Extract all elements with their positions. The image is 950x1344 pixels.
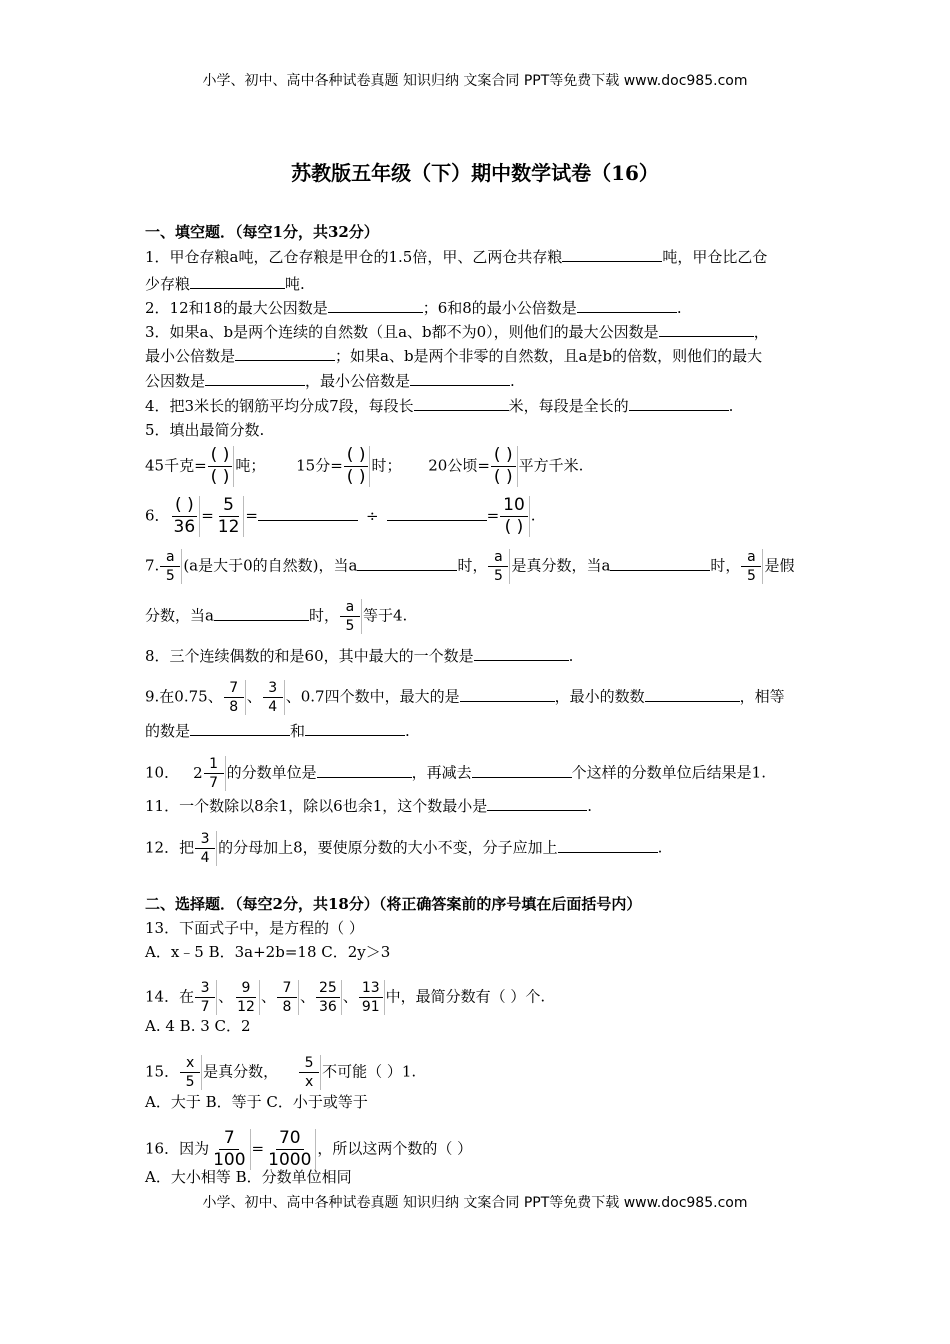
answer-blank[interactable] bbox=[190, 720, 290, 736]
question-text: 、 bbox=[260, 987, 276, 1006]
fraction-numerator: ( ) bbox=[208, 446, 233, 467]
fraction-7-100 bbox=[210, 1129, 250, 1170]
fraction-numerator: 25 bbox=[316, 980, 340, 998]
fraction-numerator: x bbox=[180, 1055, 200, 1073]
question-text: ÷ bbox=[365, 506, 379, 525]
question-text: ，最小公倍数是 bbox=[305, 372, 411, 390]
fraction-numerator: 5 bbox=[219, 496, 239, 517]
question-11 bbox=[145, 795, 592, 816]
fraction-denominator: ( ) bbox=[346, 467, 366, 487]
fraction-numerator: ( ) bbox=[172, 496, 197, 517]
page-footer: 小学、初中、高中各种试卷真题 知识归纳 文案合同 PPT等免费下载 www.doc985.com bbox=[202, 1195, 748, 1211]
fraction-numerator: 7 bbox=[224, 680, 244, 698]
question-text: . bbox=[676, 299, 682, 317]
fraction-denominator: 12 bbox=[217, 517, 240, 537]
question-text: . bbox=[587, 797, 593, 815]
fraction-70-1000 bbox=[265, 1129, 316, 1170]
question-text: 、 bbox=[246, 687, 262, 706]
question-text: . bbox=[728, 397, 734, 415]
question-16 bbox=[145, 1129, 472, 1170]
question-9-line-2 bbox=[145, 720, 410, 741]
question-4 bbox=[145, 395, 733, 416]
fraction-numerator: 3 bbox=[195, 980, 215, 998]
question-text: 时， bbox=[308, 606, 339, 625]
question-text: ，最小的数数 bbox=[554, 687, 645, 706]
fraction-numerator: 7 bbox=[219, 1129, 239, 1150]
question-text: . bbox=[568, 647, 574, 665]
question-5-conversions bbox=[145, 446, 583, 487]
fraction-numerator: a bbox=[741, 549, 761, 567]
fraction-numerator: 10 bbox=[500, 496, 528, 517]
fraction-25-36 bbox=[316, 980, 342, 1015]
question-text: ，所以这两个数的（ ） bbox=[317, 1139, 473, 1158]
fraction-numerator: 13 bbox=[359, 980, 383, 998]
fraction-denominator: 5 bbox=[185, 1074, 195, 1090]
question-text: 8．三个连续偶数的和是60，其中最大的一个数是 bbox=[145, 647, 474, 665]
question-text: . bbox=[530, 506, 536, 525]
fraction-9-12 bbox=[234, 980, 260, 1015]
fraction-7-8 bbox=[224, 680, 246, 715]
question-3-line-3 bbox=[145, 370, 515, 391]
fraction-denominator: 36 bbox=[318, 999, 337, 1015]
question-text: . bbox=[657, 838, 663, 857]
question-text: 少存粮 bbox=[145, 275, 191, 293]
question-text: ；6和8的最小公倍数是 bbox=[422, 299, 577, 317]
fraction-denominator: ( ) bbox=[493, 467, 513, 487]
answer-blank[interactable] bbox=[258, 505, 358, 521]
answer-blank[interactable] bbox=[472, 762, 572, 778]
question-text: ， bbox=[753, 323, 769, 341]
question-text: 平方千米. bbox=[518, 456, 584, 475]
fraction-x-5 bbox=[180, 1055, 202, 1090]
fraction-denominator: 4 bbox=[268, 699, 278, 715]
fraction-numerator: 1 bbox=[204, 756, 224, 774]
fraction-denominator: 36 bbox=[173, 517, 196, 537]
fraction-denominator: 8 bbox=[229, 699, 239, 715]
fraction-denominator: 1000 bbox=[268, 1150, 312, 1170]
question-text: 10． bbox=[145, 763, 180, 782]
question-10 bbox=[145, 756, 766, 791]
question-text: 的分数单位是 bbox=[226, 763, 317, 782]
question-text: 2 bbox=[193, 763, 203, 782]
question-text: 1．甲仓存粮a吨，乙仓存粮是甲仓的1.5倍，甲、乙两仓共存粮 bbox=[145, 248, 563, 266]
question-text: 是真分数，当a bbox=[511, 556, 611, 575]
answer-blank[interactable] bbox=[460, 686, 555, 702]
question-text: = bbox=[486, 506, 500, 525]
question-text: 4．把3米长的钢筋平均分成7段，每段长 bbox=[145, 397, 414, 415]
question-text: 3．如果a、b是两个连续的自然数（且a、b都不为0），则他们的最大公因数是 bbox=[145, 323, 659, 341]
fraction-denominator: 8 bbox=[282, 999, 292, 1015]
answer-blank[interactable] bbox=[414, 395, 509, 411]
question-1-line-2 bbox=[145, 273, 305, 294]
question-text: 、 bbox=[342, 987, 358, 1006]
question-text: 11．一个数除以8余1，除以6也余1，这个数最小是 bbox=[145, 797, 488, 815]
question-text: ，相等 bbox=[739, 687, 785, 706]
question-text: 时， bbox=[457, 556, 488, 575]
question-text: ，再减去 bbox=[411, 763, 472, 782]
fraction-blank bbox=[344, 446, 371, 487]
question-text: = bbox=[201, 506, 214, 525]
question-13: 13．下面式子中，是方程的（ ） bbox=[145, 919, 364, 937]
fraction-denominator: 5 bbox=[494, 568, 503, 584]
fraction-denominator: 12 bbox=[237, 999, 255, 1015]
question-text: 中，最简分数有（ ）个. bbox=[385, 987, 546, 1006]
answer-blank[interactable] bbox=[305, 720, 405, 736]
question-14-options: A. 4 B. 3 C．2 bbox=[145, 1017, 251, 1035]
section-fill-blank-heading: 一、填空题．（每空1分，共32分） bbox=[145, 223, 379, 241]
fraction-numerator: 7 bbox=[277, 980, 297, 998]
fraction-1-7 bbox=[204, 756, 226, 791]
fraction-denominator: x bbox=[304, 1074, 314, 1090]
page-header: 小学、初中、高中各种试卷真题 知识归纳 文案合同 PPT等免费下载 www.doc985.com bbox=[202, 73, 748, 89]
question-9-line-1 bbox=[145, 680, 785, 715]
fraction-numerator: a bbox=[340, 599, 360, 617]
answer-blank[interactable] bbox=[610, 555, 710, 571]
answer-blank[interactable] bbox=[387, 505, 487, 521]
answer-blank[interactable] bbox=[487, 795, 587, 811]
fraction-13-91 bbox=[359, 980, 385, 1015]
fraction-denominator: ( ) bbox=[504, 517, 524, 537]
fraction-denominator: 91 bbox=[361, 999, 380, 1015]
question-text: . bbox=[510, 372, 515, 390]
question-text: 吨； bbox=[235, 456, 266, 475]
answer-blank[interactable] bbox=[577, 297, 677, 313]
question-text: 9.在0.75、 bbox=[145, 687, 223, 706]
fraction-numerator: a bbox=[160, 549, 180, 567]
question-text: 是假 bbox=[764, 556, 795, 575]
question-text: 6． bbox=[145, 506, 170, 525]
fraction-a-5 bbox=[340, 599, 362, 634]
question-6 bbox=[145, 496, 536, 537]
question-text: ；如果a、b是两个非零的自然数，且a是b的倍数，则他们的最大 bbox=[335, 347, 763, 365]
section-choice-heading: 二、选择题．（每空2分，共18分）（将正确答案前的序号填在后面括号内） bbox=[145, 895, 642, 913]
fraction-denominator: 5 bbox=[345, 618, 355, 634]
answer-blank[interactable] bbox=[562, 246, 662, 262]
answer-blank[interactable] bbox=[357, 555, 457, 571]
fraction-denominator: 4 bbox=[200, 850, 210, 866]
question-text: 不可能（ ）1. bbox=[322, 1062, 417, 1081]
answer-blank[interactable] bbox=[645, 686, 740, 702]
question-text: 16．因为 bbox=[145, 1139, 210, 1158]
question-3-line-2 bbox=[145, 345, 762, 366]
answer-blank[interactable] bbox=[190, 273, 285, 289]
question-text: . bbox=[405, 722, 410, 740]
answer-blank[interactable] bbox=[214, 605, 309, 621]
question-14 bbox=[145, 980, 545, 1015]
fraction-blank bbox=[208, 446, 235, 487]
question-text: 、0.7四个数中，最大的是 bbox=[285, 687, 460, 706]
question-text: 14．在 bbox=[145, 987, 195, 1006]
question-text: 最小公倍数是 bbox=[145, 347, 236, 365]
fraction-numerator: ( ) bbox=[344, 446, 369, 467]
fraction-denominator: 100 bbox=[213, 1150, 246, 1170]
answer-blank[interactable] bbox=[629, 395, 729, 411]
fraction-numerator: 70 bbox=[276, 1129, 304, 1150]
question-text: 等于4. bbox=[362, 606, 408, 625]
fraction-3-4 bbox=[195, 831, 217, 866]
fraction-blank bbox=[491, 446, 518, 487]
fraction-5-x bbox=[299, 1055, 321, 1090]
question-text: 15． bbox=[145, 1062, 180, 1081]
answer-blank[interactable] bbox=[474, 645, 569, 661]
question-text: 时； bbox=[371, 456, 402, 475]
question-16-options: A．大小相等 B．分数单位相同 bbox=[145, 1168, 352, 1186]
fraction-10-blank bbox=[500, 496, 530, 537]
question-text: 公因数是 bbox=[145, 372, 206, 390]
question-5-heading: 5．填出最简分数. bbox=[145, 421, 265, 439]
question-text: 12．把 bbox=[145, 838, 195, 857]
question-text: 个这样的分数单位后结果是1. bbox=[571, 763, 766, 782]
question-text: 时， bbox=[710, 556, 741, 575]
answer-blank[interactable] bbox=[235, 345, 335, 361]
answer-blank[interactable] bbox=[205, 370, 305, 386]
fraction-numerator: 3 bbox=[263, 680, 283, 698]
fraction-denominator: 7 bbox=[209, 775, 219, 791]
question-text: 的数是 bbox=[145, 722, 191, 740]
question-text: (a是大于0的自然数)，当a bbox=[183, 556, 358, 575]
question-8 bbox=[145, 645, 573, 666]
fraction-denominator: 5 bbox=[746, 568, 756, 584]
question-1-line-1 bbox=[145, 246, 767, 267]
question-text: 、 bbox=[299, 987, 315, 1006]
question-15 bbox=[145, 1055, 416, 1090]
question-7-line-1 bbox=[145, 549, 794, 584]
question-text: 是真分数， bbox=[203, 1062, 279, 1081]
fraction-numerator: a bbox=[488, 549, 508, 567]
question-text: 吨，甲仓比乙仓 bbox=[662, 248, 768, 266]
question-text: 吨. bbox=[285, 275, 305, 293]
question-text: = bbox=[245, 506, 258, 525]
question-12 bbox=[145, 831, 662, 866]
answer-blank[interactable] bbox=[659, 321, 754, 337]
question-text: 米，每段是全长的 bbox=[508, 397, 629, 415]
answer-blank[interactable] bbox=[410, 370, 510, 386]
question-text: 、 bbox=[218, 987, 234, 1006]
question-13-options: A．x﹣5 B．3a+2b=18 C．2y＞3 bbox=[145, 943, 391, 961]
fraction-a-5 bbox=[488, 549, 510, 584]
question-3-line-1 bbox=[145, 321, 769, 342]
fraction-denominator: 7 bbox=[200, 999, 210, 1015]
fraction-blank-over-36 bbox=[171, 496, 201, 537]
fraction-numerator: ( ) bbox=[491, 446, 516, 467]
question-7-line-2 bbox=[145, 599, 407, 634]
fraction-5-12 bbox=[215, 496, 245, 537]
fraction-7-8 bbox=[277, 980, 299, 1015]
question-text: 20公顷= bbox=[428, 456, 490, 475]
answer-blank[interactable] bbox=[317, 762, 412, 778]
fraction-denominator: 5 bbox=[165, 568, 175, 584]
fraction-numerator: 3 bbox=[195, 831, 215, 849]
answer-blank[interactable] bbox=[558, 837, 658, 853]
fraction-denominator: ( ) bbox=[210, 467, 230, 487]
fraction-3-4 bbox=[263, 680, 285, 715]
question-text: 的分母加上8，要使原分数的大小不变，分子应加上 bbox=[218, 838, 558, 857]
fraction-numerator: 9 bbox=[236, 980, 256, 998]
question-text: 7. bbox=[145, 556, 160, 575]
question-2 bbox=[145, 297, 682, 318]
question-text: 45千克= bbox=[145, 456, 207, 475]
fraction-a-5 bbox=[741, 549, 763, 584]
page-title: 苏教版五年级（下）期中数学试卷（16） bbox=[291, 161, 659, 185]
answer-blank[interactable] bbox=[328, 297, 423, 313]
question-text: = bbox=[251, 1139, 265, 1158]
question-text: 2．12和18的最大公因数是 bbox=[145, 299, 328, 317]
question-15-options: A．大于 B．等于 C．小于或等于 bbox=[145, 1093, 368, 1111]
fraction-numerator: 5 bbox=[299, 1055, 319, 1073]
fraction-a-5 bbox=[160, 549, 182, 584]
question-text: 和 bbox=[290, 722, 306, 740]
fraction-3-7 bbox=[195, 980, 217, 1015]
question-text: 分数，当a bbox=[145, 606, 214, 625]
question-text: 15分= bbox=[296, 456, 343, 475]
